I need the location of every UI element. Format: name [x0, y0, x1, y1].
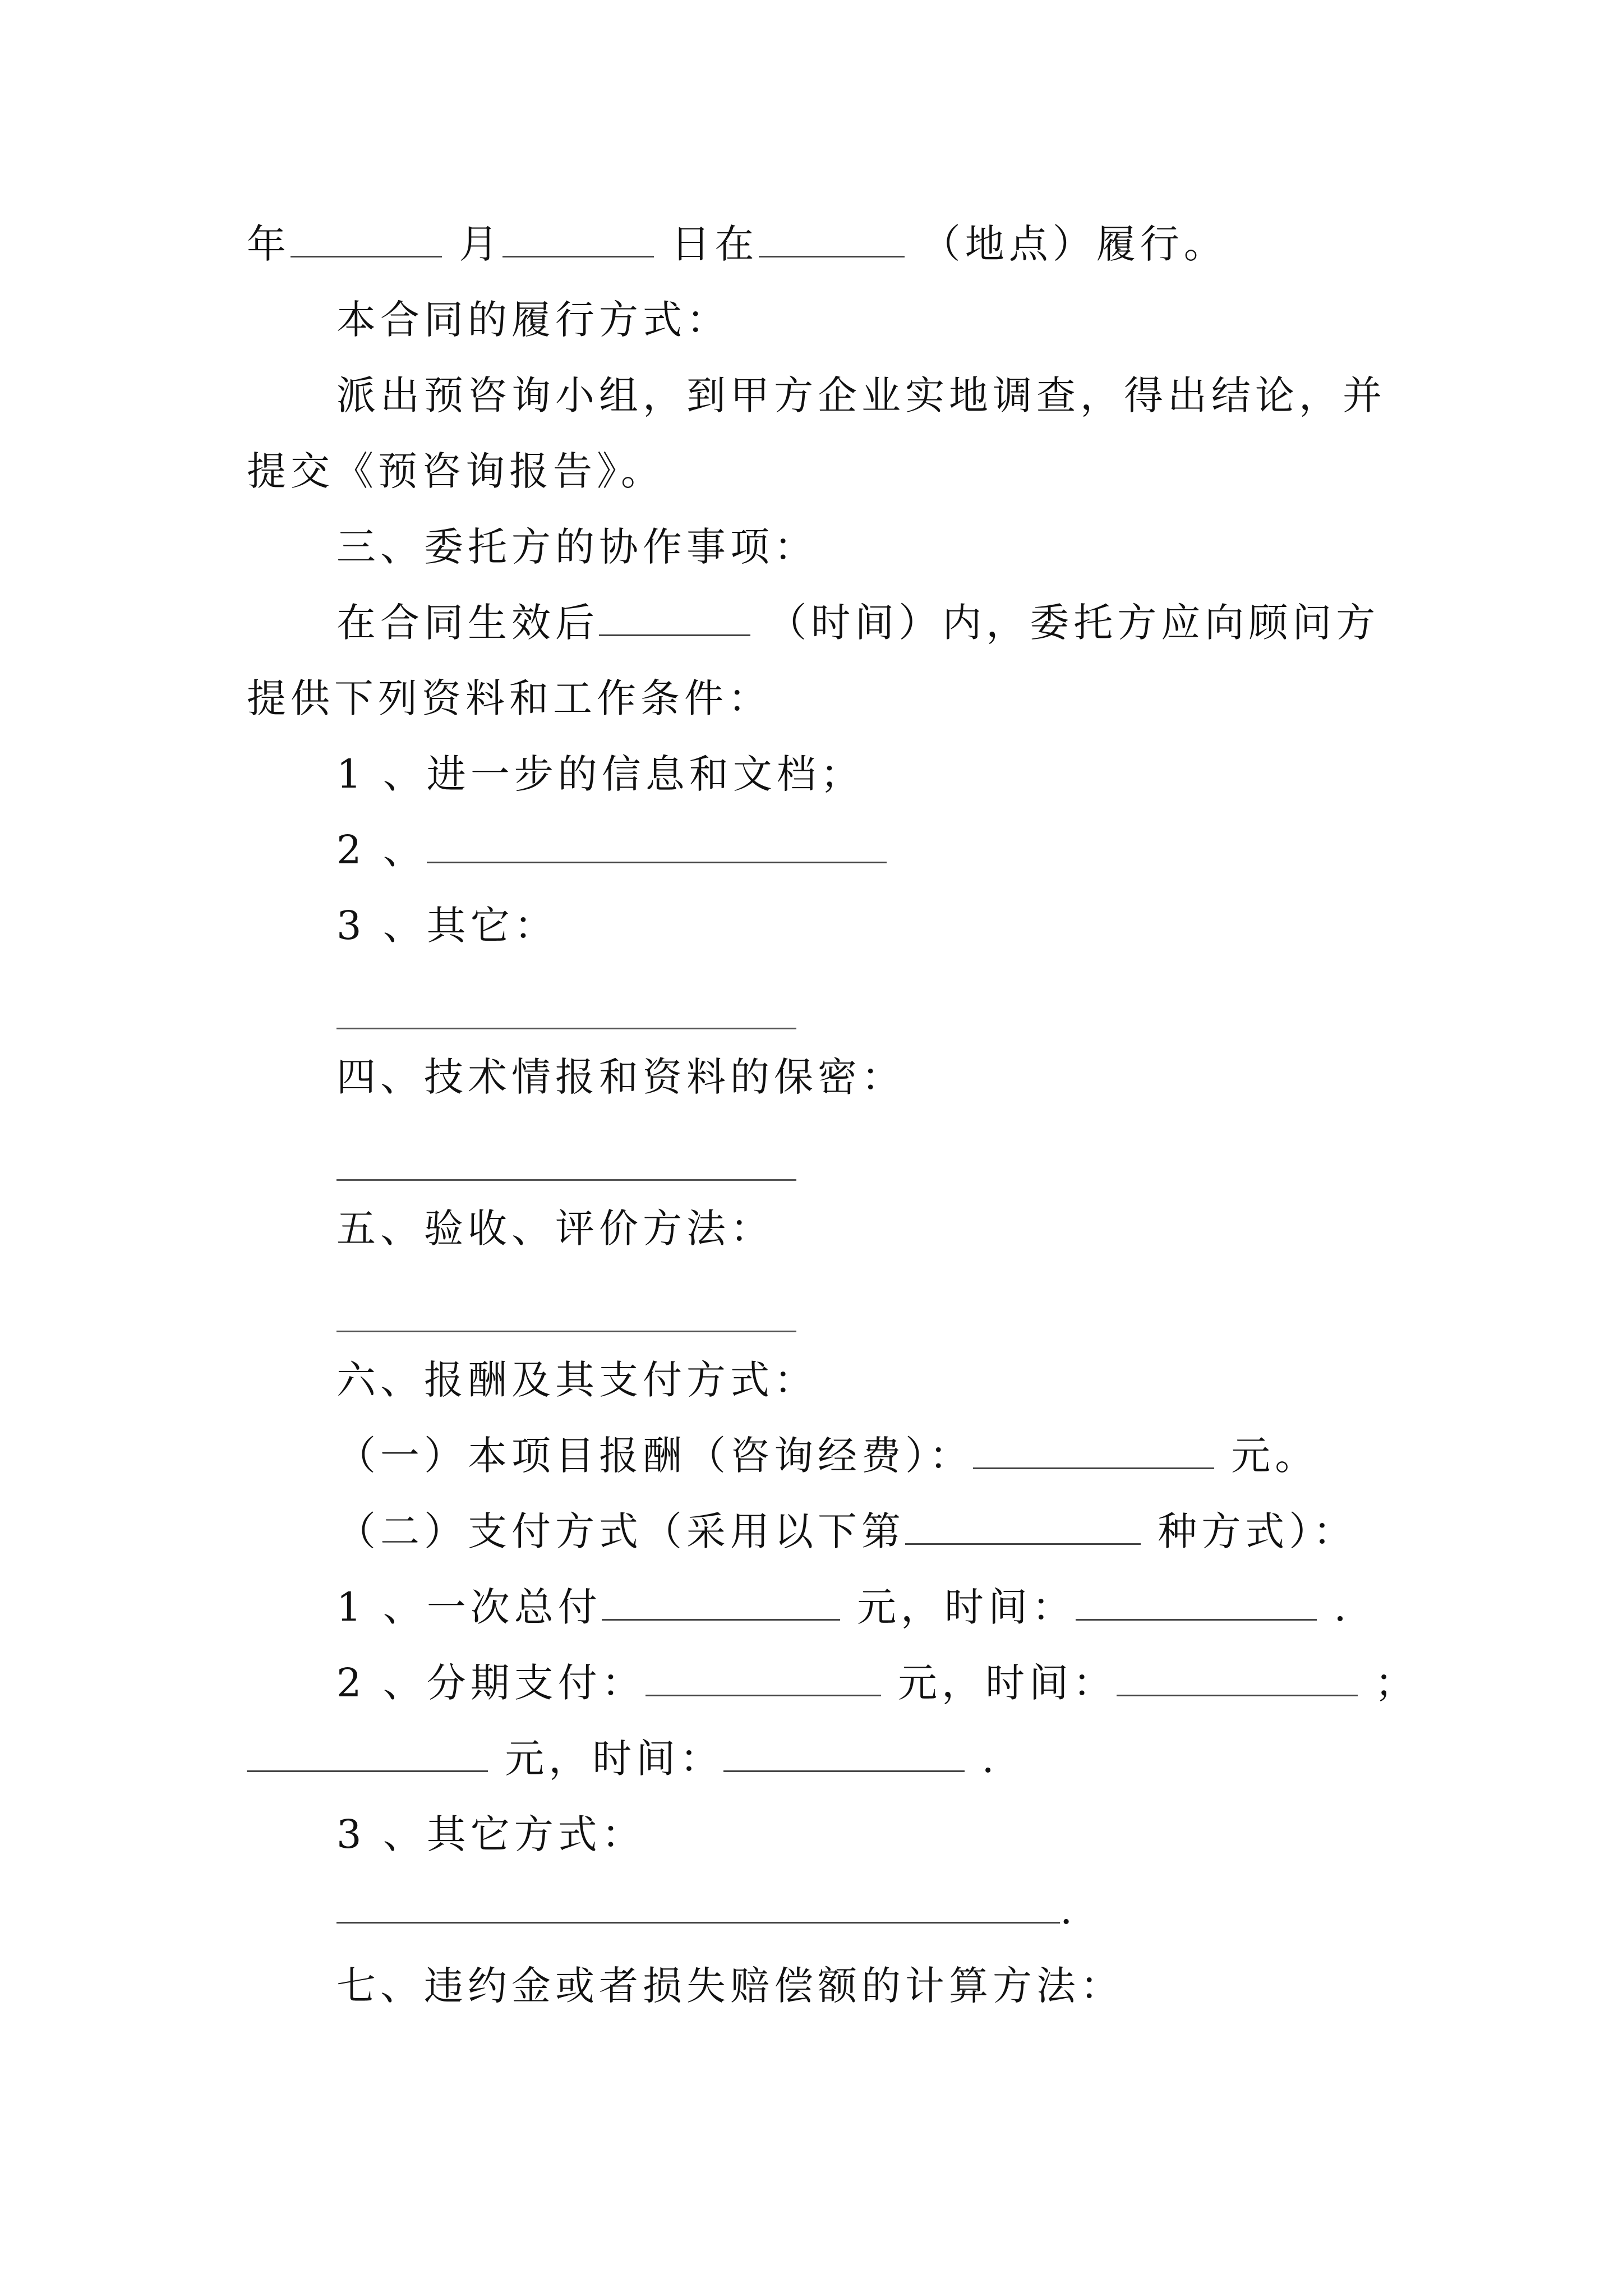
installment-time-blank-2: [723, 1738, 965, 1772]
payment-method-label: （二）支付方式（采用以下第: [336, 1508, 905, 1554]
installment-label: 2 、分期支付：: [336, 1660, 645, 1706]
cooperation-suffix: （时间）内，委托方应向顾问方: [767, 600, 1380, 646]
other-fill-line: [336, 1028, 796, 1029]
method-number-blank: [905, 1511, 1141, 1545]
installment-end: .: [981, 1736, 999, 1782]
day-blank: [502, 223, 654, 257]
date-location-line: [247, 210, 1228, 278]
fee-unit: 元。: [1231, 1433, 1319, 1479]
section-seven-heading: 七、违约金或者损失赔偿额的计算方法：: [336, 1963, 1124, 2009]
item-2-label: 2 、: [336, 827, 427, 873]
other-method-line: 3 、其它方式：: [336, 1811, 645, 1857]
other-method-end: .: [1060, 1887, 1077, 1933]
time-blank: [599, 602, 750, 636]
installment-time-blank-1: [1117, 1662, 1358, 1696]
payment-method-suffix: 种方式）：: [1158, 1508, 1357, 1554]
location-blank: [759, 223, 905, 257]
installment-time-label-1: 元，时间：: [898, 1660, 1117, 1706]
item-1-info-docs: 1 、进一步的信息和文档；: [336, 751, 864, 797]
performance-method-heading: 本合同的履行方式：: [336, 297, 730, 343]
installment-time-label-2: 元，时间：: [505, 1736, 724, 1782]
acceptance-fill-line: [336, 1331, 796, 1332]
item-3-other: 3 、其它：: [336, 903, 558, 949]
project-fee-line: [336, 1422, 1318, 1489]
payment-method-line: [336, 1498, 1357, 1565]
item-2-line: [336, 816, 887, 884]
other-method-fill-line: [336, 1876, 1077, 1944]
lump-sum-time-label: 元，时间：: [857, 1584, 1076, 1630]
installment-amount-blank-1: [645, 1662, 881, 1696]
cooperation-line-2: 提供下列资料和工作条件：: [247, 675, 772, 721]
month-label: 月: [459, 221, 503, 267]
lump-sum-line: [336, 1573, 1351, 1641]
installment-separator: ；: [1375, 1660, 1419, 1706]
cooperation-prefix: 在合同生效后: [336, 600, 599, 646]
item-2-blank: [427, 829, 887, 863]
day-location-label: 日在: [671, 221, 759, 267]
lump-sum-time-blank: [1076, 1586, 1317, 1621]
fee-blank: [973, 1435, 1214, 1469]
section-five-heading: 五、验收、评价方法：: [336, 1205, 774, 1251]
lump-sum-end: .: [1334, 1584, 1351, 1630]
section-four-heading: 四、技术情报和资料的保密：: [336, 1054, 905, 1100]
installment-amount-blank-2: [247, 1738, 488, 1772]
installment-line-2: [247, 1725, 999, 1792]
installment-line-1: [336, 1649, 1418, 1717]
confidentiality-fill-line: [336, 1179, 796, 1181]
performance-method-text-1: 派出预咨询小组，到甲方企业实地调查，得出结论，并: [336, 372, 1386, 418]
section-six-heading: 六、报酬及其支付方式：: [336, 1357, 818, 1403]
other-method-blank: [336, 1889, 1060, 1924]
location-perform-label: （地点）履行。: [921, 221, 1228, 267]
performance-method-text-2: 提交《预咨询报告》。: [247, 448, 665, 494]
project-fee-label: （一）本项目报酬（咨询经费）：: [336, 1433, 973, 1479]
lump-sum-amount-blank: [602, 1586, 840, 1621]
cooperation-line-1: [336, 589, 1380, 656]
lump-sum-label: 1 、一次总付: [336, 1584, 602, 1630]
month-blank: [291, 223, 442, 257]
section-three-heading: 三、委托方的协作事项：: [336, 524, 818, 570]
year-label: 年: [247, 221, 291, 267]
